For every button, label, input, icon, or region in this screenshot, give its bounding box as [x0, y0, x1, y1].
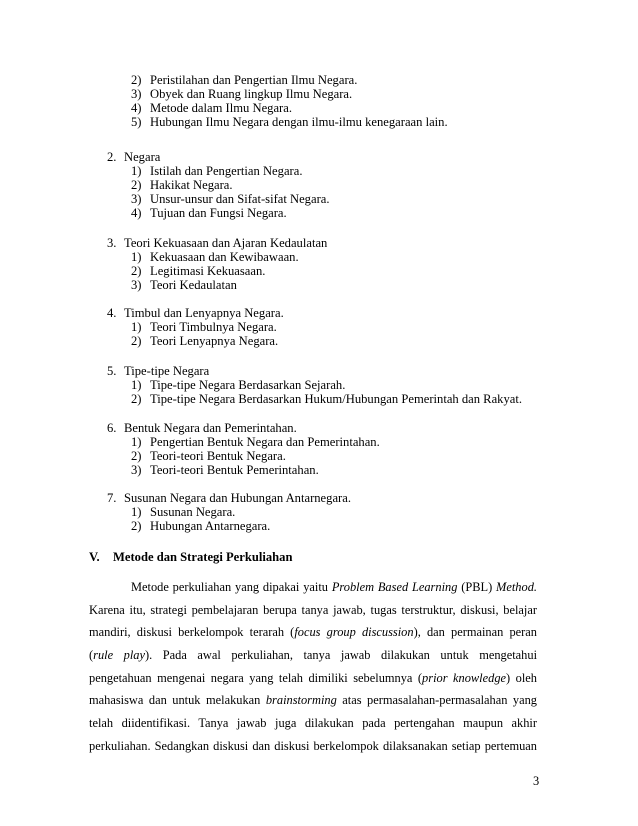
list-item: 3) Unsur-unsur dan Sifat-sifat Negara.	[131, 192, 330, 206]
list-item: 1) Tipe-tipe Negara Berdasarkan Sejarah.	[131, 378, 346, 392]
section-title: 7. Susunan Negara dan Hubungan Antarnegara.	[107, 491, 351, 505]
paragraph-line: perkuliahan. Sedangkan diskusi dan diskusi berkelompok dilaksanakan setiap pertemuan	[89, 738, 537, 753]
list-item: 2) Teori-teori Bentuk Negara.	[131, 449, 286, 463]
section-title: 3. Teori Kekuasaan dan Ajaran Kedaulatan	[107, 236, 328, 250]
section-title: 5. Tipe-tipe Negara	[107, 364, 210, 378]
list-item: 1) Pengertian Bentuk Negara dan Pemerintahan.	[131, 435, 380, 449]
section-negara	[107, 150, 330, 220]
list-item: 4) Tujuan dan Fungsi Negara.	[131, 206, 287, 220]
list-item: 3) Obyek dan Ruang lingkup Ilmu Negara.	[131, 87, 353, 101]
list-item: 1) Istilah dan Pengertian Negara.	[131, 164, 303, 178]
list-item: 2) Legitimasi Kekuasaan.	[131, 264, 266, 278]
list-item: 1) Susunan Negara.	[131, 505, 236, 519]
section-heading: V. Metode dan Strategi Perkuliahan	[89, 550, 293, 564]
list-item: 1) Kekuasaan dan Kewibawaan.	[131, 250, 299, 264]
paragraph-line: mahasiswa dan untuk melakukan brainstorming atas permasalahan-permasalahan yang	[89, 693, 537, 708]
list-item: 2) Teori Lenyapnya Negara.	[131, 334, 279, 348]
section-susunan-negara	[107, 491, 351, 533]
list-item: 2) Tipe-tipe Negara Berdasarkan Hukum/Hubungan Pemerintah dan Rakyat.	[131, 392, 523, 406]
section-timbul-lenyap	[107, 306, 284, 348]
section-title: 2. Negara	[107, 150, 161, 164]
list-item: 3) Teori Kedaulatan	[131, 278, 237, 292]
list-item: 2) Peristilahan dan Pengertian Ilmu Negara.	[131, 73, 358, 87]
list-item: 5) Hubungan Ilmu Negara dengan ilmu-ilmu kenegaraan lain.	[131, 115, 448, 129]
section-title: 6. Bentuk Negara dan Pemerintahan.	[107, 421, 297, 435]
paragraph-line: pengetahuan mengenai negara yang telah dimiliki sebelumnya (prior knowledge) oleh	[89, 670, 537, 685]
paragraph-line: telah diidentifikasi. Tanya jawab juga dilakukan pada pertengahan maupun akhir	[89, 716, 537, 731]
list-item: 3) Teori-teori Bentuk Pemerintahan.	[131, 463, 319, 477]
paragraph-line: Metode perkuliahan yang dipakai yaitu Problem Based Learning (PBL) Method.	[131, 580, 537, 594]
page-number: 3	[533, 774, 540, 788]
paragraph-line: mandiri, diskusi berkelompok terarah (focus group discussion), dan permainan peran	[89, 625, 537, 640]
list-item: 2) Hubungan Antarnegara.	[131, 519, 271, 533]
list-item: 2) Hakikat Negara.	[131, 178, 233, 192]
section-title: 4. Timbul dan Lenyapnya Negara.	[107, 306, 284, 320]
list-item: 4) Metode dalam Ilmu Negara.	[131, 101, 292, 115]
body-paragraph	[89, 576, 537, 758]
paragraph-line: (rule play). Pada awal perkuliahan, tanya jawab dilakukan untuk mengetahui	[89, 648, 538, 663]
paragraph-line: Karena itu, strategi pembelajaran berupa tanya jawab, tugas terstruktur, diskusi, belajar	[89, 602, 537, 617]
section-teori-kekuasaan	[107, 236, 327, 292]
list-item: 1) Teori Timbulnya Negara.	[131, 320, 277, 334]
section-tipe-negara	[107, 364, 522, 406]
section-bentuk-negara	[107, 421, 380, 477]
continued-sublist	[131, 73, 448, 129]
